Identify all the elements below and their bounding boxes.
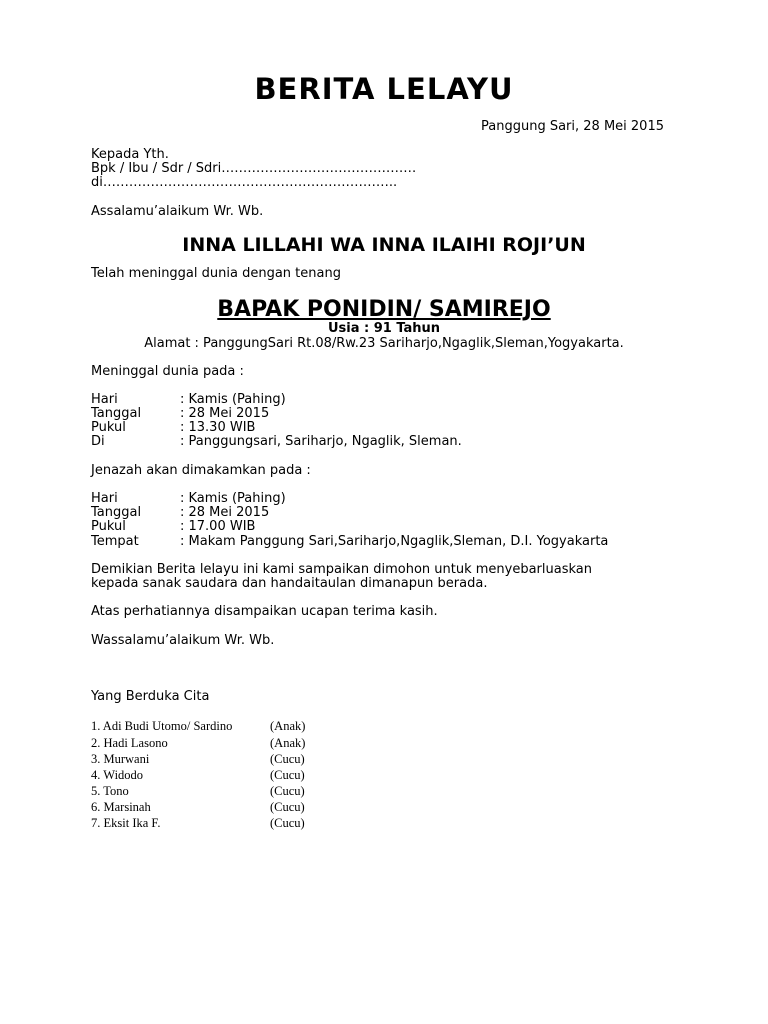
burial-value-tempat: : Makam Panggung Sari,Sariharjo,Ngaglik,Sleman, D.I. Yogyakarta [180, 534, 609, 549]
place-date: Panggung Sari, 28 Mei 2015 [481, 119, 664, 134]
farewell-text: Wassalamu’alaikum Wr. Wb. [91, 633, 275, 648]
burial-label-hari: Hari [91, 491, 118, 506]
list-item-relation: (Cucu) [270, 800, 305, 814]
deceased-address: Alamat : PanggungSari Rt.08/Rw.23 Sariharjo,Ngaglik,Sleman,Yogyakarta. [144, 336, 624, 351]
list-item: 7. Eksit Ika F. [91, 816, 161, 830]
recipient-line-2: di………………………………………………………….. [91, 175, 398, 190]
death-heading: Meninggal dunia pada : [91, 364, 244, 379]
death-value-di: : Panggungsari, Sariharjo, Ngaglik, Sleman. [180, 434, 462, 449]
list-item-relation: (Cucu) [270, 768, 305, 782]
burial-label-tempat: Tempat [91, 534, 139, 549]
list-item: 4. Widodo [91, 768, 144, 782]
intro-text: Telah meninggal dunia dengan tenang [91, 266, 341, 281]
death-value-hari: : Kamis (Pahing) [180, 392, 286, 407]
burial-value-pukul: : 17.00 WIB [180, 519, 256, 534]
list-item: 5. Tono [91, 784, 129, 798]
subtitle: INNA LILLAHI WA INNA ILAIHI ROJI’UN [182, 234, 586, 256]
list-item-relation: (Anak) [270, 719, 306, 733]
burial-value-hari: : Kamis (Pahing) [180, 491, 286, 506]
list-item: 1. Adi Budi Utomo/ Sardino [91, 719, 233, 733]
deceased-age: Usia : 91 Tahun [327, 321, 441, 336]
closing-line-1: Demikian Berita lelayu ini kami sampaikan dimohon untuk menyebarluaskan [91, 562, 592, 577]
burial-label-pukul: Pukul [91, 519, 126, 534]
burial-label-tanggal: Tanggal [91, 505, 142, 520]
death-value-pukul: : 13.30 WIB [180, 420, 256, 435]
list-item-relation: (Cucu) [270, 752, 305, 766]
recipient-line-1: Bpk / Ibu / Sdr / Sdri……………………………………… [91, 161, 417, 176]
burial-heading: Jenazah akan dimakamkan pada : [91, 463, 311, 478]
closing-line-2: kepada sanak saudara dan handaitaulan dimanapun berada. [91, 576, 488, 591]
list-item: 3. Murwani [91, 752, 150, 766]
death-value-tanggal: : 28 Mei 2015 [180, 406, 270, 421]
greeting: Assalamu’alaikum Wr. Wb. [91, 204, 264, 219]
list-item-relation: (Cucu) [270, 816, 305, 830]
burial-value-tanggal: : 28 Mei 2015 [180, 505, 270, 520]
death-label-di: Di [91, 434, 105, 449]
mourners-heading: Yang Berduka Cita [91, 689, 210, 704]
death-label-hari: Hari [91, 392, 118, 407]
thanks-text: Atas perhatiannya disampaikan ucapan terima kasih. [91, 604, 438, 619]
list-item: 2. Hadi Lasono [91, 736, 168, 750]
page-title: BERITA LELAYU [254, 72, 514, 106]
recipient-kepada: Kepada Yth. [91, 147, 169, 162]
list-item-relation: (Anak) [270, 736, 306, 750]
list-item: 6. Marsinah [91, 800, 151, 814]
death-label-pukul: Pukul [91, 420, 126, 435]
list-item-relation: (Cucu) [270, 784, 305, 798]
deceased-name: BAPAK PONIDIN/ SAMIREJO [217, 297, 551, 322]
death-label-tanggal: Tanggal [91, 406, 142, 421]
